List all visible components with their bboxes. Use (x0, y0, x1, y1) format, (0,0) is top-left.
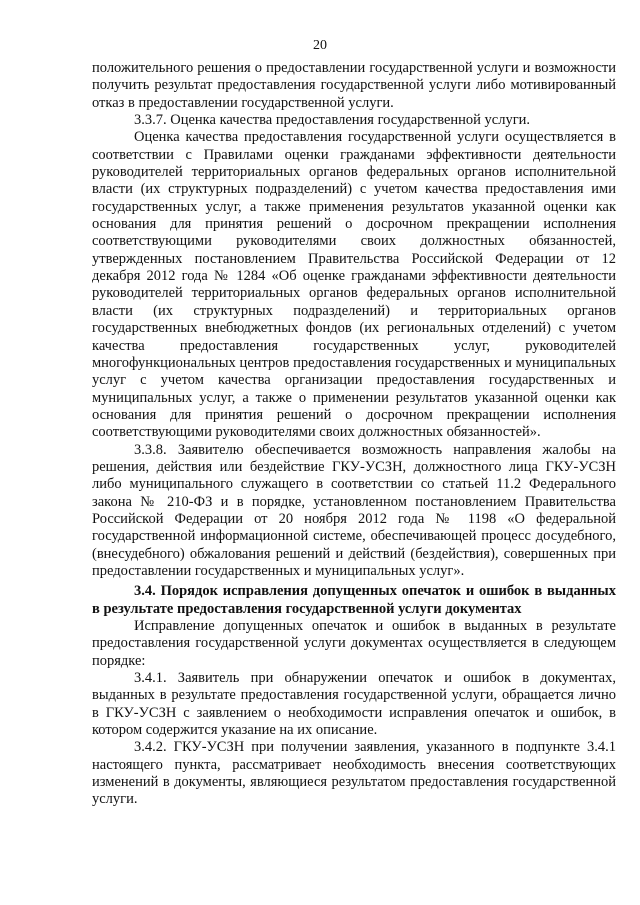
paragraph-3-4-2: 3.4.2. ГКУ-УСЗН при получении заявления, указанного в подпункте 3.4.1 настоящего пункта, рассматривает необходимость внесения соответствующих изменений в документы, являющиеся результатом предоставления государственной услуги. (92, 739, 616, 808)
paragraph-3-4-1: 3.4.1. Заявитель при обнаружении опечаток и ошибок в документах, выданных в результате предоставления государственной услуги, обращается лично в ГКУ-УСЗН с заявлением о необходимости исправления опечаток и ошибок, в котором содержится указание на их описание. (92, 670, 616, 739)
paragraph-3-3-7-heading: 3.3.7. Оценка качества предоставления государственной услуги. (134, 112, 531, 129)
paragraph-continuation: положительного решения о предоставлении государственной услуги и возможности получить результат предоставления государственной услуги либо мотивированный отказ в предоставлении государственной услуги. (92, 60, 616, 111)
section-3-4-heading: 3.4. Порядок исправления допущенных опечаток и ошибок в выданных в результате предоставления государственной услуги документах (92, 583, 616, 617)
paragraph-quality-assessment: Оценка качества предоставления государственной услуги осуществляется в соответствии с Правилами оценки гражданами эффективности деятельности руководителей территориальных органов федеральных органов исполнительной власти (их структурных подразделений) с учетом качества предоставления ими государственных услуг, а также применения результатов указанной оценки как основания для принятия решений о досрочном прекращении исполнения соответствующими руководителями своих должностных обязанностей, утвержденных постановлением Правительства Российской Федерации от 12 декабря 2012 года № 1284 «Об оценке гражданами эффективности деятельности руководителей территориальных органов федеральных органов исполнительной власти (их структурных подразделений) и территориальных органов государственных внебюджетных фондов (их региональных отделений) с учетом качества предоставления государственных услуг, руководителей многофункциональных центров предоставления государственных и муниципальных услуг с учетом качества организации предоставления государственных и муниципальных услуг, а также о применении результатов указанной оценки как основания для принятия решений о досрочном прекращении исполнения соответствующими руководителями своих должностных обязанностей». (92, 129, 616, 441)
paragraph-3-3-8: 3.3.8. Заявителю обеспечивается возможность направления жалобы на решения, действия или бездействие ГКУ-УСЗН, должностного лица ГКУ-УСЗН либо муниципального служащего в соответствии со статьей 11.2 Федерального закона № 210-ФЗ и в порядке, установленном постановлением Правительства Российской Федерации от 20 ноября 2012 года № 1198 «О федеральной государственной информационной системе, обеспечивающей процесс досудебного, (внесудебного) обжалования решений и действий (бездействия), совершенных при предоставлении государственных и муниципальных услуг». (92, 441, 616, 579)
document-body (92, 60, 616, 809)
paragraph-correction-procedure: Исправление допущенных опечаток и ошибок в выданных в результате предоставления государственной услуги документах осуществляется в следующем порядке: (92, 618, 616, 669)
page-number: 20 (313, 38, 327, 53)
